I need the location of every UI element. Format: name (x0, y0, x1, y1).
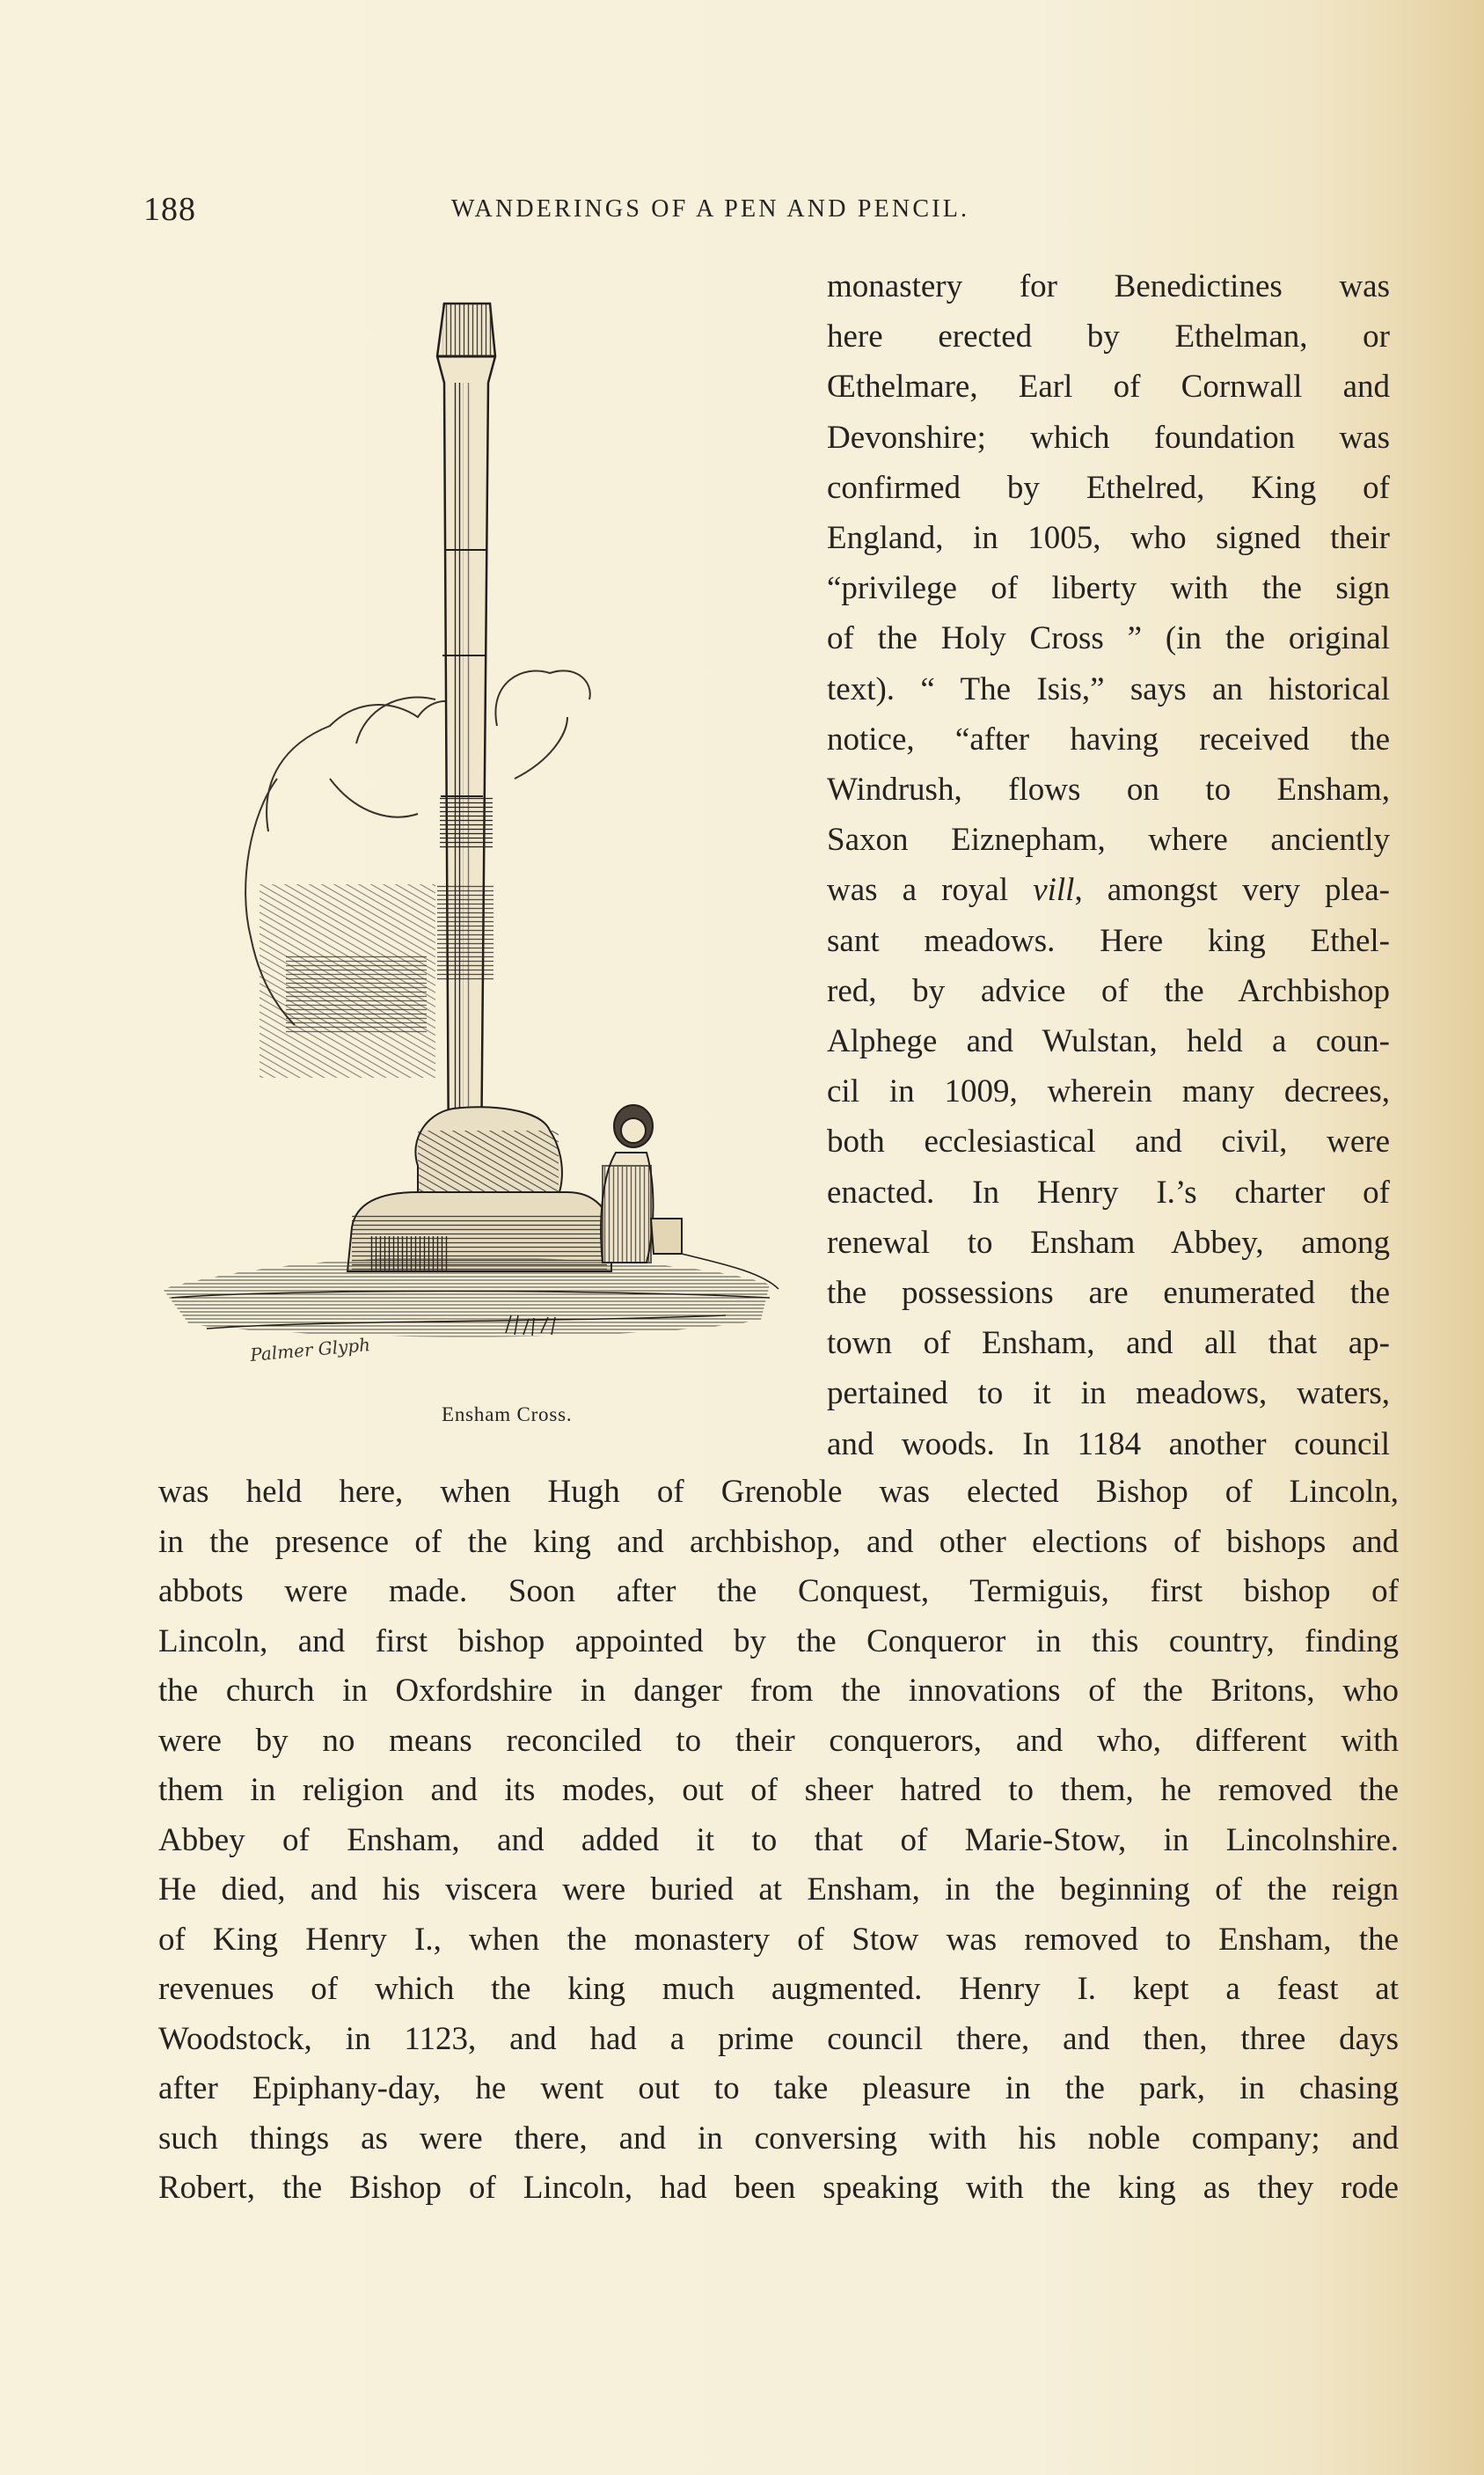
body-text-line: abbots were made. Soon after the Conquest, Termiguis, first bishop of (158, 1573, 1399, 1609)
column-text-line: of the Holy Cross ” (in the original (827, 620, 1390, 657)
column-text-line: notice, “after having received the (827, 721, 1390, 758)
body-text-line: Woodstock, in 1123, and had a prime council there, and then, three days (158, 2020, 1399, 2057)
seated-figure (601, 1105, 682, 1263)
cross-base (347, 1107, 611, 1271)
column-text-line: here erected by Ethelman, or (827, 319, 1390, 355)
column-text-line: confirmed by Ethelred, King of (827, 469, 1390, 506)
body-text-line: Lincoln, and first bishop appointed by the Conqueror in this country, finding (158, 1622, 1399, 1659)
ensham-cross-engraving (154, 286, 805, 1395)
column-text-line: both ecclesiastical and civil, were (827, 1124, 1390, 1161)
ground (163, 1254, 779, 1336)
page-number: 188 (143, 191, 196, 228)
column-text-line: renewal to Ensham Abbey, among (827, 1224, 1390, 1261)
running-head: WANDERINGS OF A PEN AND PENCIL. (451, 195, 970, 223)
column-text-line: monastery for Benedictines was (827, 268, 1390, 304)
column-text-line: red, by advice of the Archbishop (827, 972, 1390, 1009)
column-text-line: Alphege and Wulstan, held a coun- (827, 1023, 1390, 1059)
body-text-line: the church in Oxfordshire in danger from the innovations of the Britons, who (158, 1673, 1399, 1709)
column-text-line: “privilege of liberty with the sign (827, 570, 1390, 607)
engraver-signature: Palmer Glyph (249, 1334, 371, 1366)
column-text-line: text). “ The Isis,” says an historical (827, 670, 1390, 707)
body-text-line: in the presence of the king and archbishop, and other elections of bishops and (158, 1523, 1399, 1560)
column-text-line: enacted. In Henry I.’s charter of (827, 1174, 1390, 1211)
body-text-line: after Epiphany-day, he went out to take pleasure in the park, in chasing (158, 2070, 1399, 2106)
body-text-line: of King Henry I., when the monastery of Stow was removed to Ensham, the (158, 1921, 1399, 1958)
body-text-line: were by no means reconciled to their conquerors, and who, different with (158, 1722, 1399, 1759)
body-text-line: Robert, the Bishop of Lincoln, had been speaking with the king as they rode (158, 2170, 1399, 2206)
column-text-line: Windrush, flows on to Ensham, (827, 772, 1390, 808)
body-text-line: was held here, when Hugh of Grenoble was elected Bishop of Lincoln, (158, 1474, 1399, 1510)
column-text-line: cil in 1009, wherein many decrees, (827, 1073, 1390, 1110)
body-text-line: He died, and his viscera were buried at Ensham, in the beginning of the reign (158, 1871, 1399, 1908)
body-text-line: them in religion and its modes, out of sheer hatred to them, he removed the (158, 1772, 1399, 1808)
column-text-line: England, in 1005, who signed their (827, 520, 1390, 556)
column-text-line: the possessions are enumerated the (827, 1275, 1390, 1311)
column-text-line: Devonshire; which foundation was (827, 419, 1390, 456)
cross-shaft (437, 304, 495, 1166)
column-text-line: town of Ensham, and all that ap- (827, 1325, 1390, 1362)
column-text-line: was a royal vill, amongst very plea- (827, 872, 1390, 909)
figure-caption: Ensham Cross. (442, 1403, 573, 1425)
column-text-line: and woods. In 1184 another council (827, 1425, 1390, 1462)
column-text-line: sant meadows. Here king Ethel- (827, 922, 1390, 959)
column-text-line: Œthelmare, Earl of Cornwall and (827, 369, 1390, 406)
body-text-line: such things as were there, and in conversing with his noble company; and (158, 2120, 1399, 2156)
body-text-line: Abbey of Ensham, and added it to that of Marie-Stow, in Lincolnshire. (158, 1821, 1399, 1858)
column-text-line: pertained to it in meadows, waters, (827, 1375, 1390, 1412)
distant-hatching (286, 955, 427, 1034)
body-text-line: revenues of which the king much augmented. Henry I. kept a feast at (158, 1971, 1399, 2007)
column-text-line: Saxon Eiznepham, where anciently (827, 822, 1390, 859)
